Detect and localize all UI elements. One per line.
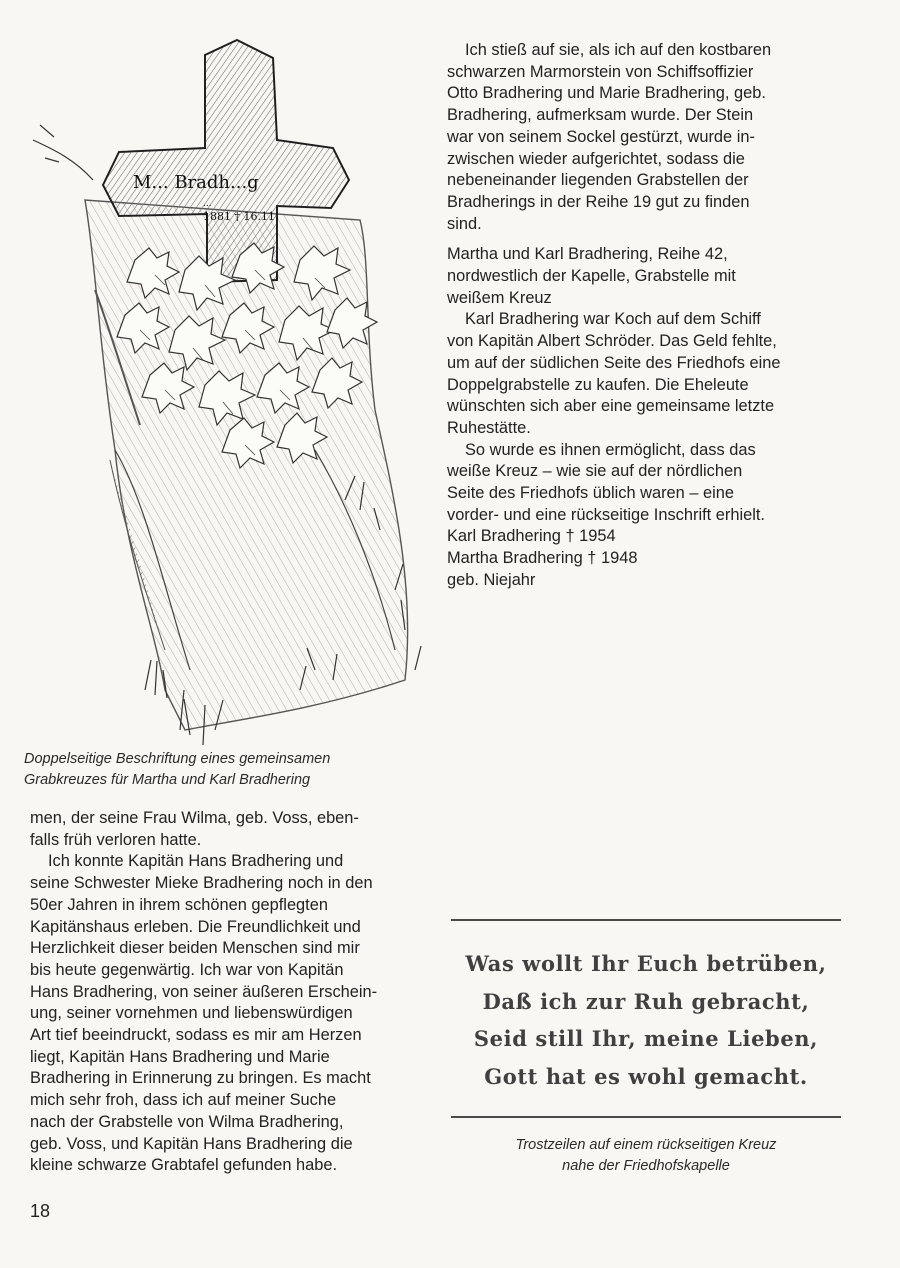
poem-line: Gott hat es wohl gemacht. [484, 1063, 808, 1089]
caption-line: nahe der Friedhofskapelle [562, 1158, 730, 1174]
paragraph-1: Ich stieß auf sie, als ich auf den kostbaren [465, 41, 772, 59]
caption-line: Trostzeilen auf einem rückseitigen Kreuz [515, 1137, 777, 1153]
paragraph-1: men, der seine Frau Wilma, geb. Voss, eben- falls früh verloren hatte. [30, 809, 359, 849]
poem-line: Daß ich zur Ruh gebracht, [482, 988, 810, 1014]
paragraph-4: So wurde es ihnen ermöglicht, dass das weiße Kreuz – wie sie auf der nördlichen Seite des Friedhofs üblich waren – eine vorder- und eine rückseitige Inschrift erhielt. [447, 440, 765, 524]
caption-line: Doppelseitige Beschriftung eines gemeinsamen [24, 751, 331, 767]
poem-block [451, 945, 841, 1095]
poem-top-rule [451, 919, 841, 921]
paragraph-2: Ich konnte Kapitän Hans Bradhering und seine Schwester Mieke Bradhering noch in den 50er Jahren in ihrem schönen gepflegten Kapitänshaus erleben. Die Freundlichkeit und Herzlichkeit dieser beiden Menschen sind mir bis heute gegenwärtig. Ich war von Kapitän Hans Bradhering, von seiner äußeren Erschein- ung, seiner vornehmen und liebenswürdigen Art tief beeindruckt, sodass es mir am Herzen liegt, Kapitän Hans Bradhering und Marie Bradhering in Erinnerung zu bringen. Es macht mich sehr froh, dass ich auf meiner Suche nach der Grabstelle von Wilma Bradhering, geb. Voss, und Kapitän Hans Bradhering die kleine schwarze Grabtafel gefunden habe. [30, 852, 378, 1175]
left-column-text [30, 808, 425, 1177]
page-number: 18 [30, 1201, 51, 1221]
poem-caption [451, 1135, 841, 1177]
illustration-caption [24, 749, 424, 791]
poem-line: Was wollt Ihr Euch betrüben, [465, 951, 827, 976]
poem-line: Seid still Ihr, meine Lieben, [473, 1026, 819, 1051]
caption-line: Grabkreuzes für Martha und Karl Bradhering [24, 772, 311, 788]
right-column-text: Ich stieß auf sie, als ich auf den kostbaren schwarzen Marmorstein von Schiffsoffizier Otto Bradhering und Marie Bradhering, geb. Bradhering, aufmerksam wurde. Der Stein war von seinem Sockel gestürzt, wurde in- zwischen wieder aufgerichtet, sodass die nebeneinander liegenden Grabstellen der Bradherings in der Reihe 19 gut zu finden sind. Martha und Karl Bradhering, Reihe 42, nordwestlich der Kapelle, Grabstelle mit weißem Kreuz Karl Bradhering war Koch auf dem Schiff von Kapitän Albert Schröder. Das Geld fehlte, um auf der südlichen Seite des Friedhofs eine Doppelgrabstelle zu kaufen. Die Eheleute wünschten sich aber eine gemeinsame letzte Ruhestätte. So wurde es ihnen ermöglicht, dass das weiße Kreuz – wie sie auf der nördlichen Seite des Friedhofs üblich waren – eine vorder- und eine rückseitige Inschrift erhielt. Karl Bradhering † 1954 Martha Bradhering † 1948 geb. Niejahr [447, 40, 842, 592]
svg-text:1881 † 16.11: 1881 † 16.11 [203, 210, 275, 223]
grave-cross-with-ivy-drawing [15, 30, 435, 750]
svg-text:M... Bradh...g: M... Bradh...g [133, 172, 259, 193]
poem-bottom-rule [451, 1116, 841, 1118]
svg-text:...: ... [203, 199, 212, 209]
signoff: Karl Bradhering † 1954 Martha Bradhering † 1948 geb. Niejahr [447, 527, 638, 589]
paragraph-2: Martha und Karl Bradhering, Reihe 42, nordwestlich der Kapelle, Grabstelle mit weißem Kreuz [447, 245, 736, 307]
paragraph-3: Karl Bradhering war Koch auf dem Schiff von Kapitän Albert Schröder. Das Geld fehlte, um auf der südlichen Seite des Friedhofs eine Doppelgrabstelle zu kaufen. Die Eheleute wünschten sich aber eine gemeinsame letzte Ruhestätte. [447, 310, 781, 437]
